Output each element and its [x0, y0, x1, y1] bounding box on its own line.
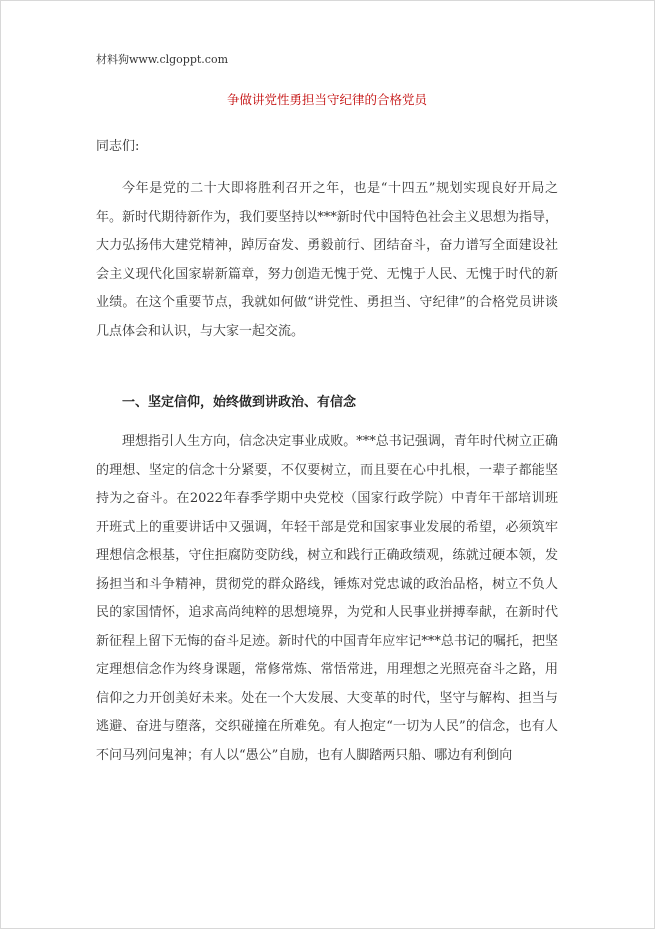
section-paragraph: 理想指引人生方向，信念决定事业成败。***总书记强调，青年时代树立正确的理想、坚定的信念十分紧要，不仅要树立，而且要在心中扎根，一辈子都能坚持为之奋斗。在2022年春季学期中央党校（国家行政学院）中青年干部培训班开班式上的重要讲话中又强调，年轻干部是党和国家事业发展的希望，必须筑牢理想信念根基，守住拒腐防变防线，树立和践行正确政绩观，练就过硬本领，发扬担当和斗争精神，贯彻党的群众路线，锤炼对党忠诚的政治品格，树立不负人民的家国情怀，追求高尚纯粹的思想境界，为党和人民事业拼搏奉献，在新时代新征程上留下无悔的奋斗足迹。新时代的中国青年应牢记***总书记的嘱托，把坚定理想信念作为终身课题，常修常炼、常悟常进，用理想之光照亮奋斗之路，用信仰之力开创美好未来。处在一个大发展、大变革的时代，坚守与解构、担当与逃避、奋进与堕落，交织碰撞在所难免。有人抱定“一切为人民”的信念，也有人不问马列问鬼神；有人以“愚公”自励，也有人脚踏两只船、哪边有利倒向 [96, 434, 558, 763]
document-title: 争做讲党性勇担当守纪律的合格党员 [226, 92, 427, 107]
salutation: 同志们: [96, 139, 140, 154]
header-source-text: 材料狗www.clgoppt.com [96, 53, 228, 66]
section-heading: 一、坚定信仰，始终做到讲政治、有信念 [122, 395, 357, 410]
intro-paragraph: 今年是党的二十大即将胜利召开之年，也是“十四五”规划实现良好开局之年。新时代期待新作为，我们要坚持以***新时代中国特色社会主义思想为指导，大力弘扬伟大建党精神，踔厉奋发、勇毅前行、团结奋斗，奋力谱写全面建设社会主义现代化国家崭新篇章，努力创造无愧于党、无愧于人民、无愧于时代的新业绩。在这个重要节点，我就如何做“讲党性、勇担当、守纪律”的合格党员讲谈几点体会和认识，与大家一起交流。 [96, 181, 558, 339]
